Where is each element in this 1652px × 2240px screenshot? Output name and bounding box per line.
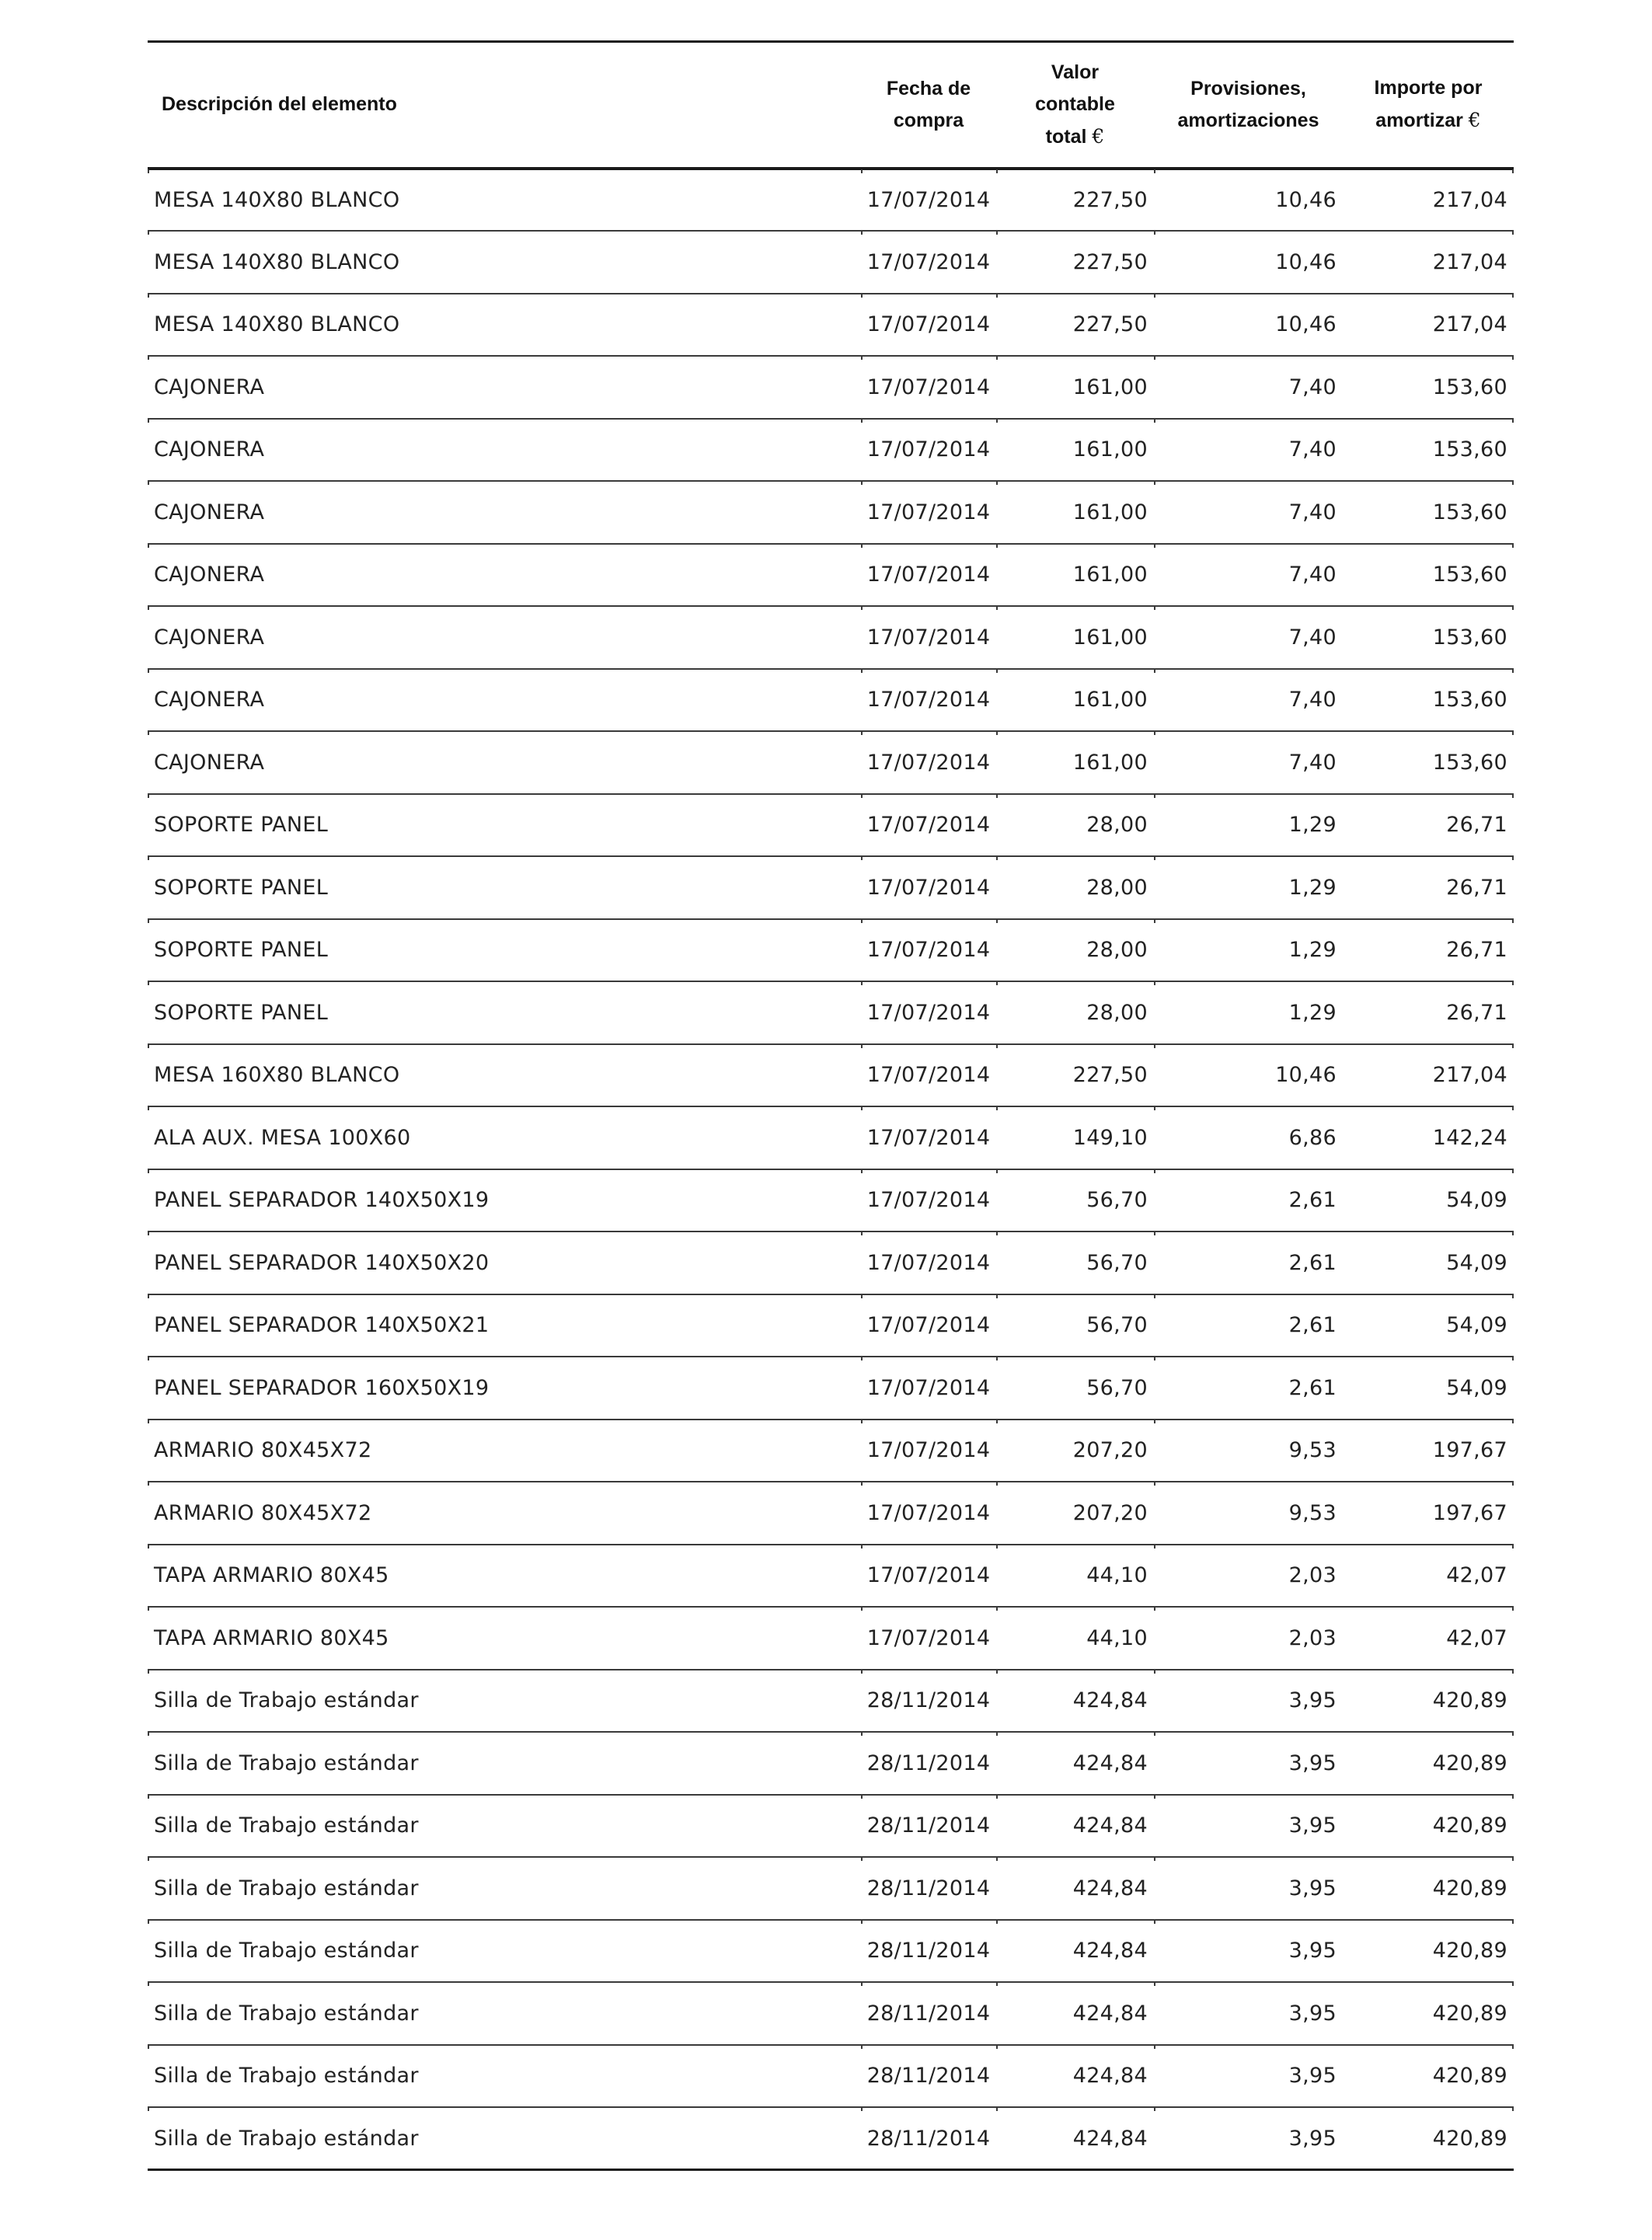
cell-descripcion: TAPA ARMARIO 80X45 <box>148 1607 861 1670</box>
cell-descripcion: MESA 160X80 BLANCO <box>148 1044 861 1107</box>
cell-valor-contable: 161,00 <box>996 731 1154 794</box>
cell-descripcion: CAJONERA <box>148 356 861 419</box>
euro-symbol: € <box>1468 109 1481 132</box>
cell-fecha-compra: 17/07/2014 <box>861 856 996 919</box>
table-row <box>148 856 1514 919</box>
cell-provisiones: 6,86 <box>1154 1106 1343 1169</box>
table-row <box>148 1357 1514 1420</box>
cell-provisiones: 10,46 <box>1154 169 1343 232</box>
cell-valor-contable: 161,00 <box>996 419 1154 482</box>
cell-descripcion: CAJONERA <box>148 419 861 482</box>
header-importe-line2 <box>1343 104 1514 137</box>
cell-valor-contable: 424,84 <box>996 1857 1154 1920</box>
cell-descripcion: Silla de Trabajo estándar <box>148 1670 861 1733</box>
asset-table-container <box>148 40 1514 2171</box>
cell-provisiones: 3,95 <box>1154 2045 1343 2108</box>
cell-fecha-compra: 17/07/2014 <box>861 231 996 294</box>
cell-provisiones: 7,40 <box>1154 356 1343 419</box>
table-row <box>148 1545 1514 1608</box>
cell-descripcion: TAPA ARMARIO 80X45 <box>148 1545 861 1608</box>
cell-provisiones: 3,95 <box>1154 1857 1343 1920</box>
cell-importe-amortizar: 54,09 <box>1343 1231 1514 1294</box>
table-row <box>148 1670 1514 1733</box>
cell-provisiones: 2,03 <box>1154 1607 1343 1670</box>
cell-fecha-compra: 17/07/2014 <box>861 919 996 982</box>
cell-valor-contable: 207,20 <box>996 1482 1154 1545</box>
cell-descripcion: Silla de Trabajo estándar <box>148 1857 861 1920</box>
cell-importe-amortizar: 153,60 <box>1343 731 1514 794</box>
cell-fecha-compra: 17/07/2014 <box>861 1607 996 1670</box>
table-body <box>148 169 1514 2170</box>
header-valor-total-label: total <box>1045 125 1087 148</box>
table-row <box>148 669 1514 732</box>
cell-descripcion: PANEL SEPARADOR 140X50X20 <box>148 1231 861 1294</box>
cell-descripcion: CAJONERA <box>148 544 861 607</box>
header-descripcion-label: Descripción del elemento <box>162 93 397 116</box>
cell-descripcion: CAJONERA <box>148 481 861 544</box>
header-fecha-line2: compra <box>893 109 964 131</box>
cell-descripcion: SOPORTE PANEL <box>148 919 861 982</box>
cell-fecha-compra: 17/07/2014 <box>861 669 996 732</box>
cell-valor-contable: 424,84 <box>996 1732 1154 1795</box>
cell-fecha-compra: 17/07/2014 <box>861 1482 996 1545</box>
cell-descripcion: MESA 140X80 BLANCO <box>148 294 861 357</box>
cell-provisiones: 3,95 <box>1154 2107 1343 2170</box>
cell-provisiones: 9,53 <box>1154 1420 1343 1482</box>
table-row <box>148 1920 1514 1983</box>
cell-provisiones: 3,95 <box>1154 1920 1343 1983</box>
cell-importe-amortizar: 153,60 <box>1343 481 1514 544</box>
cell-provisiones: 2,03 <box>1154 1545 1343 1608</box>
cell-importe-amortizar: 420,89 <box>1343 1732 1514 1795</box>
cell-provisiones: 7,40 <box>1154 544 1343 607</box>
cell-importe-amortizar: 142,24 <box>1343 1106 1514 1169</box>
cell-valor-contable: 56,70 <box>996 1231 1154 1294</box>
table-row <box>148 1482 1514 1545</box>
cell-valor-contable: 424,84 <box>996 1920 1154 1983</box>
table-row <box>148 1982 1514 2045</box>
cell-fecha-compra: 17/07/2014 <box>861 1545 996 1608</box>
cell-descripcion: SOPORTE PANEL <box>148 856 861 919</box>
header-valor-line3 <box>996 120 1154 153</box>
cell-importe-amortizar: 197,67 <box>1343 1482 1514 1545</box>
cell-valor-contable: 28,00 <box>996 856 1154 919</box>
table-row <box>148 356 1514 419</box>
header-valor-contable <box>996 42 1154 169</box>
cell-importe-amortizar: 153,60 <box>1343 669 1514 732</box>
cell-fecha-compra: 28/11/2014 <box>861 1732 996 1795</box>
cell-provisiones: 1,29 <box>1154 856 1343 919</box>
header-fecha-line1: Fecha de <box>886 77 971 99</box>
cell-descripcion: CAJONERA <box>148 606 861 669</box>
cell-valor-contable: 227,50 <box>996 169 1154 232</box>
cell-descripcion: PANEL SEPARADOR 160X50X19 <box>148 1357 861 1420</box>
cell-fecha-compra: 17/07/2014 <box>861 794 996 857</box>
header-importe-line1: Importe por <box>1374 77 1483 99</box>
cell-provisiones: 3,95 <box>1154 1670 1343 1733</box>
table-row <box>148 919 1514 982</box>
cell-descripcion: Silla de Trabajo estándar <box>148 1920 861 1983</box>
table-row <box>148 981 1514 1044</box>
cell-fecha-compra: 17/07/2014 <box>861 1169 996 1232</box>
cell-descripcion: PANEL SEPARADOR 140X50X19 <box>148 1169 861 1232</box>
header-row <box>148 42 1514 169</box>
cell-fecha-compra: 17/07/2014 <box>861 544 996 607</box>
cell-fecha-compra: 28/11/2014 <box>861 1670 996 1733</box>
cell-provisiones: 7,40 <box>1154 669 1343 732</box>
cell-provisiones: 10,46 <box>1154 294 1343 357</box>
cell-importe-amortizar: 420,89 <box>1343 1670 1514 1733</box>
cell-importe-amortizar: 217,04 <box>1343 1044 1514 1107</box>
cell-descripcion: SOPORTE PANEL <box>148 981 861 1044</box>
table-row <box>148 294 1514 357</box>
cell-descripcion: Silla de Trabajo estándar <box>148 1795 861 1858</box>
asset-depreciation-table <box>148 40 1514 2171</box>
table-row <box>148 1044 1514 1107</box>
cell-valor-contable: 56,70 <box>996 1357 1154 1420</box>
cell-descripcion: Silla de Trabajo estándar <box>148 1732 861 1795</box>
cell-descripcion: ARMARIO 80X45X72 <box>148 1482 861 1545</box>
cell-valor-contable: 227,50 <box>996 1044 1154 1107</box>
cell-fecha-compra: 17/07/2014 <box>861 1044 996 1107</box>
cell-fecha-compra: 17/07/2014 <box>861 1106 996 1169</box>
table-row <box>148 1231 1514 1294</box>
cell-descripcion: ALA AUX. MESA 100X60 <box>148 1106 861 1169</box>
cell-provisiones: 1,29 <box>1154 919 1343 982</box>
cell-valor-contable: 56,70 <box>996 1294 1154 1357</box>
cell-importe-amortizar: 42,07 <box>1343 1607 1514 1670</box>
table-row <box>148 2107 1514 2170</box>
cell-provisiones: 2,61 <box>1154 1357 1343 1420</box>
cell-importe-amortizar: 420,89 <box>1343 2107 1514 2170</box>
header-importe-amortizar-label: amortizar <box>1375 110 1463 132</box>
cell-importe-amortizar: 54,09 <box>1343 1169 1514 1232</box>
cell-valor-contable: 424,84 <box>996 1795 1154 1858</box>
cell-fecha-compra: 28/11/2014 <box>861 2045 996 2108</box>
cell-importe-amortizar: 153,60 <box>1343 356 1514 419</box>
cell-importe-amortizar: 197,67 <box>1343 1420 1514 1482</box>
cell-fecha-compra: 17/07/2014 <box>861 294 996 357</box>
table-row <box>148 1607 1514 1670</box>
cell-fecha-compra: 17/07/2014 <box>861 1294 996 1357</box>
header-provisiones <box>1154 42 1343 169</box>
cell-importe-amortizar: 153,60 <box>1343 419 1514 482</box>
table-row <box>148 2045 1514 2108</box>
header-prov-line2: amortizaciones <box>1177 109 1319 131</box>
cell-valor-contable: 56,70 <box>996 1169 1154 1232</box>
cell-importe-amortizar: 420,89 <box>1343 1982 1514 2045</box>
header-importe-amortizar <box>1343 42 1514 169</box>
euro-symbol: € <box>1092 124 1105 148</box>
cell-valor-contable: 207,20 <box>996 1420 1154 1482</box>
cell-descripcion: CAJONERA <box>148 731 861 794</box>
cell-fecha-compra: 28/11/2014 <box>861 2107 996 2170</box>
cell-fecha-compra: 17/07/2014 <box>861 419 996 482</box>
cell-importe-amortizar: 217,04 <box>1343 294 1514 357</box>
cell-provisiones: 2,61 <box>1154 1294 1343 1357</box>
cell-fecha-compra: 17/07/2014 <box>861 981 996 1044</box>
cell-descripcion: CAJONERA <box>148 669 861 732</box>
cell-fecha-compra: 17/07/2014 <box>861 731 996 794</box>
cell-fecha-compra: 17/07/2014 <box>861 1357 996 1420</box>
cell-provisiones: 7,40 <box>1154 606 1343 669</box>
table-row <box>148 169 1514 232</box>
cell-importe-amortizar: 54,09 <box>1343 1357 1514 1420</box>
cell-fecha-compra: 17/07/2014 <box>861 606 996 669</box>
cell-valor-contable: 424,84 <box>996 1670 1154 1733</box>
cell-valor-contable: 161,00 <box>996 544 1154 607</box>
cell-valor-contable: 28,00 <box>996 794 1154 857</box>
table-row <box>148 1732 1514 1795</box>
cell-descripcion: Silla de Trabajo estándar <box>148 2107 861 2170</box>
table-row <box>148 1169 1514 1232</box>
cell-importe-amortizar: 420,89 <box>1343 1920 1514 1983</box>
cell-importe-amortizar: 26,71 <box>1343 981 1514 1044</box>
table-row <box>148 481 1514 544</box>
cell-importe-amortizar: 420,89 <box>1343 1795 1514 1858</box>
cell-provisiones: 3,95 <box>1154 1732 1343 1795</box>
table-row <box>148 1106 1514 1169</box>
cell-provisiones: 2,61 <box>1154 1231 1343 1294</box>
cell-fecha-compra: 17/07/2014 <box>861 481 996 544</box>
cell-importe-amortizar: 26,71 <box>1343 794 1514 857</box>
cell-importe-amortizar: 217,04 <box>1343 231 1514 294</box>
cell-descripcion: SOPORTE PANEL <box>148 794 861 857</box>
table-row <box>148 544 1514 607</box>
cell-descripcion: Silla de Trabajo estándar <box>148 1982 861 2045</box>
cell-importe-amortizar: 42,07 <box>1343 1545 1514 1608</box>
cell-valor-contable: 161,00 <box>996 669 1154 732</box>
cell-valor-contable: 227,50 <box>996 231 1154 294</box>
cell-importe-amortizar: 26,71 <box>1343 919 1514 982</box>
cell-importe-amortizar: 420,89 <box>1343 2045 1514 2108</box>
header-prov-line1: Provisiones, <box>1190 77 1306 99</box>
cell-descripcion: MESA 140X80 BLANCO <box>148 231 861 294</box>
cell-provisiones: 1,29 <box>1154 794 1343 857</box>
cell-importe-amortizar: 26,71 <box>1343 856 1514 919</box>
table-row <box>148 606 1514 669</box>
table-row <box>148 794 1514 857</box>
cell-fecha-compra: 28/11/2014 <box>861 1920 996 1983</box>
cell-valor-contable: 161,00 <box>996 606 1154 669</box>
cell-fecha-compra: 28/11/2014 <box>861 1795 996 1858</box>
cell-importe-amortizar: 153,60 <box>1343 606 1514 669</box>
cell-descripcion: ARMARIO 80X45X72 <box>148 1420 861 1482</box>
cell-valor-contable: 44,10 <box>996 1607 1154 1670</box>
cell-provisiones: 1,29 <box>1154 981 1343 1044</box>
cell-valor-contable: 424,84 <box>996 2045 1154 2108</box>
cell-provisiones: 9,53 <box>1154 1482 1343 1545</box>
cell-provisiones: 7,40 <box>1154 731 1343 794</box>
cell-valor-contable: 161,00 <box>996 481 1154 544</box>
cell-descripcion: MESA 140X80 BLANCO <box>148 169 861 232</box>
cell-provisiones: 3,95 <box>1154 1795 1343 1858</box>
cell-fecha-compra: 17/07/2014 <box>861 169 996 232</box>
cell-valor-contable: 161,00 <box>996 356 1154 419</box>
cell-descripcion: PANEL SEPARADOR 140X50X21 <box>148 1294 861 1357</box>
cell-valor-contable: 149,10 <box>996 1106 1154 1169</box>
cell-provisiones: 10,46 <box>1154 231 1343 294</box>
header-valor-line2: contable <box>1035 92 1115 115</box>
header-descripcion <box>148 42 861 169</box>
cell-valor-contable: 424,84 <box>996 1982 1154 2045</box>
cell-provisiones: 7,40 <box>1154 481 1343 544</box>
cell-valor-contable: 28,00 <box>996 981 1154 1044</box>
header-valor-line1: Valor <box>1051 61 1100 83</box>
cell-provisiones: 2,61 <box>1154 1169 1343 1232</box>
cell-fecha-compra: 17/07/2014 <box>861 356 996 419</box>
cell-provisiones: 7,40 <box>1154 419 1343 482</box>
cell-valor-contable: 28,00 <box>996 919 1154 982</box>
table-row <box>148 419 1514 482</box>
table-row <box>148 231 1514 294</box>
cell-fecha-compra: 17/07/2014 <box>861 1420 996 1482</box>
cell-valor-contable: 227,50 <box>996 294 1154 357</box>
cell-fecha-compra: 17/07/2014 <box>861 1231 996 1294</box>
cell-provisiones: 3,95 <box>1154 1982 1343 2045</box>
table-row <box>148 731 1514 794</box>
cell-fecha-compra: 28/11/2014 <box>861 1982 996 2045</box>
cell-descripcion: Silla de Trabajo estándar <box>148 2045 861 2108</box>
table-row <box>148 1857 1514 1920</box>
cell-importe-amortizar: 54,09 <box>1343 1294 1514 1357</box>
cell-valor-contable: 424,84 <box>996 2107 1154 2170</box>
cell-provisiones: 10,46 <box>1154 1044 1343 1107</box>
table-row <box>148 1420 1514 1482</box>
header-fecha-compra <box>861 42 996 169</box>
cell-fecha-compra: 28/11/2014 <box>861 1857 996 1920</box>
cell-importe-amortizar: 153,60 <box>1343 544 1514 607</box>
table-row <box>148 1294 1514 1357</box>
cell-importe-amortizar: 420,89 <box>1343 1857 1514 1920</box>
cell-importe-amortizar: 217,04 <box>1343 169 1514 232</box>
table-row <box>148 1795 1514 1858</box>
cell-valor-contable: 44,10 <box>996 1545 1154 1608</box>
table-header <box>148 42 1514 169</box>
